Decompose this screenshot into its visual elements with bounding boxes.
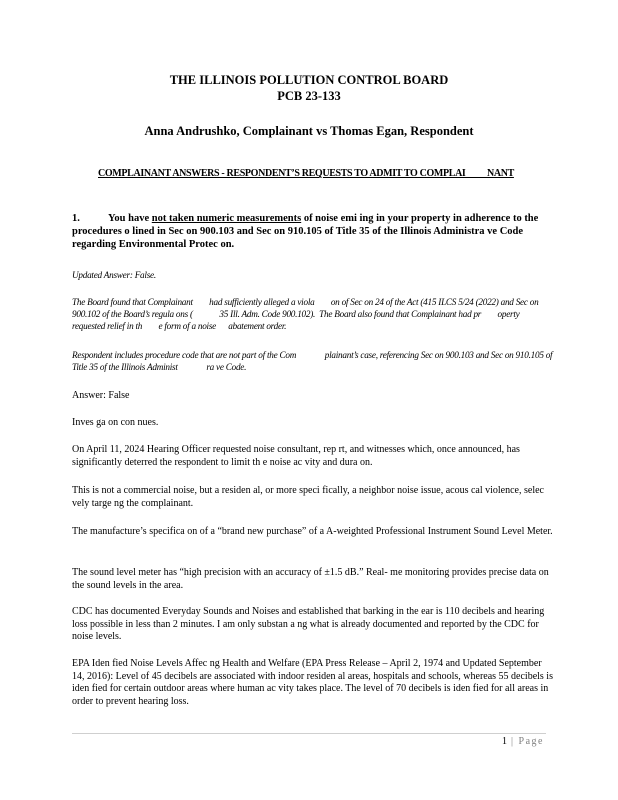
- paragraph-sound-level-meter: The sound level meter has “high precision with an accuracy of ±1.5 dB.” Real- me monitoring provides precise data on the sound levels in the area.: [72, 567, 549, 591]
- document-header: [0, 72, 618, 104]
- paragraph-cdc: CDC has documented Everyday Sounds and Noises and established that barking in the ear is 110 decibels and hearing loss possible in less than 2 minutes. I am only substan a ng what is already documented and reported by the CDC for noise levels.: [72, 606, 545, 642]
- request-text-underlined: not taken numeric measurements: [151, 213, 302, 224]
- request-1: [72, 212, 554, 251]
- case-number: PCB 23-133: [277, 89, 341, 103]
- request-number: 1.: [72, 213, 80, 224]
- paragraph-specification: The manufacture’s specifica on of a “brand new purchase” of a A-weighted Professional Instrument Sound Level Meter.: [72, 526, 553, 537]
- answer: Answer: False: [72, 390, 130, 401]
- paragraph-residential-noise: This is not a commercial noise, but a residen al, or more speci fically, a neighbor noise issue, acous cal violence, selec vely targe ng the complainant.: [72, 485, 544, 509]
- request-text-before: You have: [108, 213, 152, 224]
- footer-divider: [72, 733, 546, 734]
- footer-separator: |: [507, 736, 519, 747]
- board-finding: The Board found that Complainant had sufficiently alleged a viola on of Sec on 24 of the Act (415 ILCS 5/24 (2022) and Sec on 900.102 of the Board’s regula ons ( 35 Ill. Adm. Code 900.102). The Board also found that Complainant had pr operty requested relief in th e form of a noise abatement order.: [72, 297, 541, 331]
- investigation-status: Inves ga on con nues.: [72, 417, 159, 428]
- updated-answer: Updated Answer: False.: [72, 270, 156, 280]
- page-label: Page: [518, 736, 544, 747]
- page-number: 1: [502, 736, 508, 747]
- parties-line: Anna Andrushko, Complainant vs Thomas Egan, Respondent: [144, 124, 474, 138]
- respondent-note: Respondent includes procedure code that are not part of the Com plainant’s case, referencing Sec on 900.103 and Sec on 910.105 of Title 35 of the Illinois Administ ra ve Code.: [72, 350, 555, 372]
- request-text-after: of noise emi ing in your property in adherence to the procedures o lined in Sec on 900.103 and Sec on 910.105 of Title 35 of the Illinois Administra ve Code regarding Environmental Protec on.: [72, 213, 539, 250]
- page-footer: [502, 736, 544, 747]
- paragraph-epa: EPA Iden fied Noise Levels Affec ng Health and Welfare (EPA Press Release – April 2, 1974 and Updated September 14, 2016): Level of 45 decibels are associated with indoor residen al areas, hospitals and schools, whereas 55 decibels is iden fied for certain outdoor areas where human ac vity takes place. The level of 70 decibels is iden fied for all areas in order to prevent hearing loss.: [72, 658, 553, 707]
- paragraph-hearing-officer: On April 11, 2024 Hearing Officer requested noise consultant, rep rt, and witnesses which, once announced, has significantly deterred the respondent to limit th e noise ac vity and dura on.: [72, 444, 520, 468]
- section-title: COMPLAINANT ANSWERS - RESPONDENT’S REQUESTS TO ADMIT TO COMPLAI NANT: [98, 168, 514, 179]
- board-title: THE ILLINOIS POLLUTION CONTROL BOARD: [169, 73, 449, 87]
